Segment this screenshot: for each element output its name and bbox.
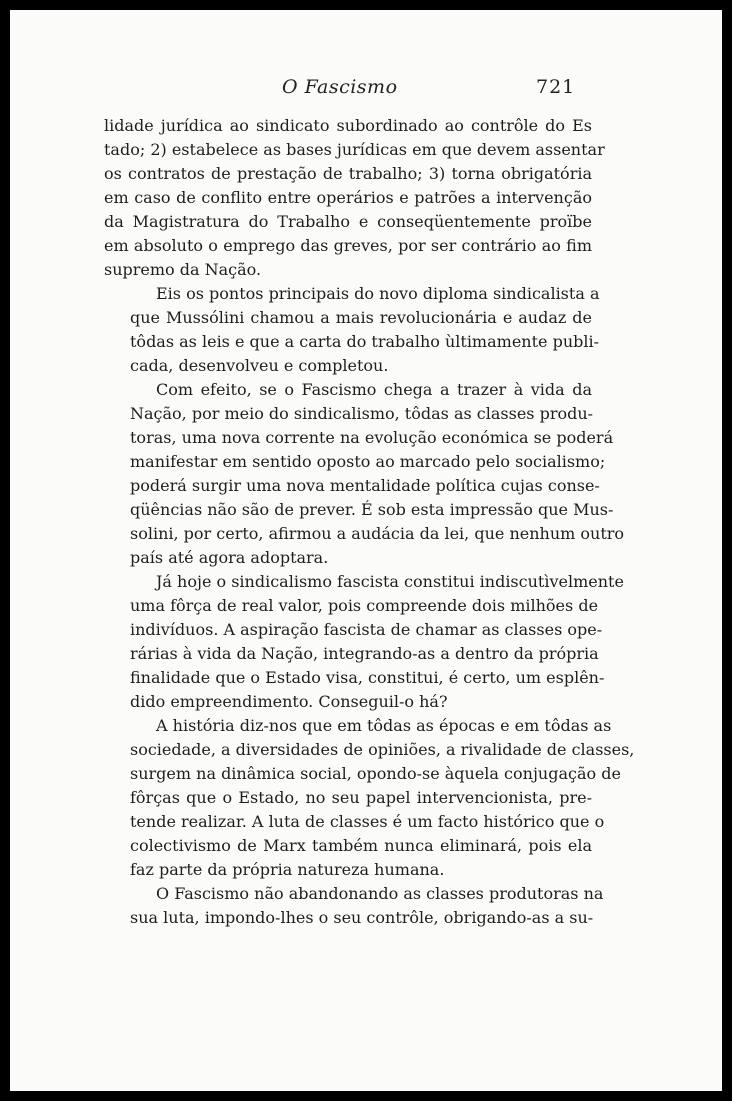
- text-line: lidade jurídica ao sindicato subordinado ao contrôle do Es: [104, 116, 592, 135]
- text-line: toras, uma nova corrente na evolução económica se poderá: [130, 428, 614, 447]
- text-line: qüências não são de prever. É sob esta impressão que Mus-: [130, 500, 614, 519]
- text-line: supremo da Nação.: [104, 260, 262, 279]
- text-line: tende realizar. A luta de classes é um facto histórico que o: [130, 812, 605, 831]
- text-line: fôrças que o Estado, no seu papel intervencionista, pre-: [130, 788, 592, 807]
- text-line: sua luta, impondo-lhes o seu contrôle, obrigando-as a su-: [130, 908, 594, 927]
- text-line: sociedade, a diversidades de opiniões, a rivalidade de classes,: [130, 740, 635, 759]
- text-line: tado; 2) estabelece as bases jurídicas em que devem assentar: [104, 140, 605, 159]
- text-line: da Magistratura do Trabalho e conseqüentemente proïbe: [104, 212, 592, 231]
- text-line: faz parte da própria natureza humana.: [130, 860, 445, 879]
- text-line: uma fôrça de real valor, pois compreende dois milhões de: [130, 596, 599, 615]
- paragraph: [104, 882, 604, 930]
- text-line: surgem na dinâmica social, opondo-se àquela conjugação de: [130, 764, 621, 783]
- page-number: 721: [536, 76, 576, 98]
- text-line: manifestar em sentido oposto ao marcado pelo socialismo;: [130, 452, 606, 471]
- text-line: O Fascismo não abandonando as classes produtoras na: [156, 884, 604, 903]
- text-line: Com efeito, se o Fascismo chega a trazer à vida da: [156, 380, 592, 399]
- text-line: rárias à vida da Nação, integrando-as a dentro da própria: [130, 644, 599, 663]
- text-line: os contratos de prestação de trabalho; 3) torna obrigatória: [104, 164, 592, 183]
- text-line: A história diz-nos que em tôdas as épocas e em tôdas as: [156, 716, 612, 735]
- paragraph: [104, 282, 600, 378]
- text-line: em caso de conflito entre operários e patrões a intervenção: [104, 188, 592, 207]
- text-line: colectivismo de Marx também nunca eliminará, pois ela: [130, 836, 592, 855]
- text-line: Eis os pontos principais do novo diploma sindicalista a: [156, 284, 600, 303]
- paragraph: [104, 114, 605, 282]
- text-line: indivíduos. A aspiração fascista de chamar as classes ope-: [130, 620, 603, 639]
- text-line: poderá surgir uma nova mentalidade política cujas conse-: [130, 476, 600, 495]
- text-line: Nação, por meio do sindicalismo, tôdas as classes produ-: [130, 404, 594, 423]
- text-line: que Mussólini chamou a mais revolucionária e audaz de: [130, 308, 592, 327]
- text-line: finalidade que o Estado visa, constitui, é certo, um esplên-: [130, 668, 605, 687]
- book-page: [10, 10, 722, 1091]
- paragraph: [104, 570, 624, 714]
- text-line: Já hoje o sindicalismo fascista constitui indiscutìvelmente: [156, 572, 624, 591]
- paragraph: [104, 378, 625, 570]
- text-line: em absoluto o emprego das greves, por ser contrário ao fim: [104, 236, 592, 255]
- body-text: [104, 114, 635, 930]
- page-header: [10, 76, 722, 104]
- running-title: O Fascismo: [282, 76, 398, 98]
- text-line: país até agora adoptara.: [130, 548, 329, 567]
- text-line: dido empreendimento. Conseguil-o há?: [130, 692, 448, 711]
- text-line: solini, por certo, afirmou a audácia da lei, que nenhum outro: [130, 524, 625, 543]
- text-line: cada, desenvolveu e completou.: [130, 356, 389, 375]
- text-line: tôdas as leis e que a carta do trabalho ùltimamente publi-: [130, 332, 599, 351]
- paragraph: [104, 714, 635, 882]
